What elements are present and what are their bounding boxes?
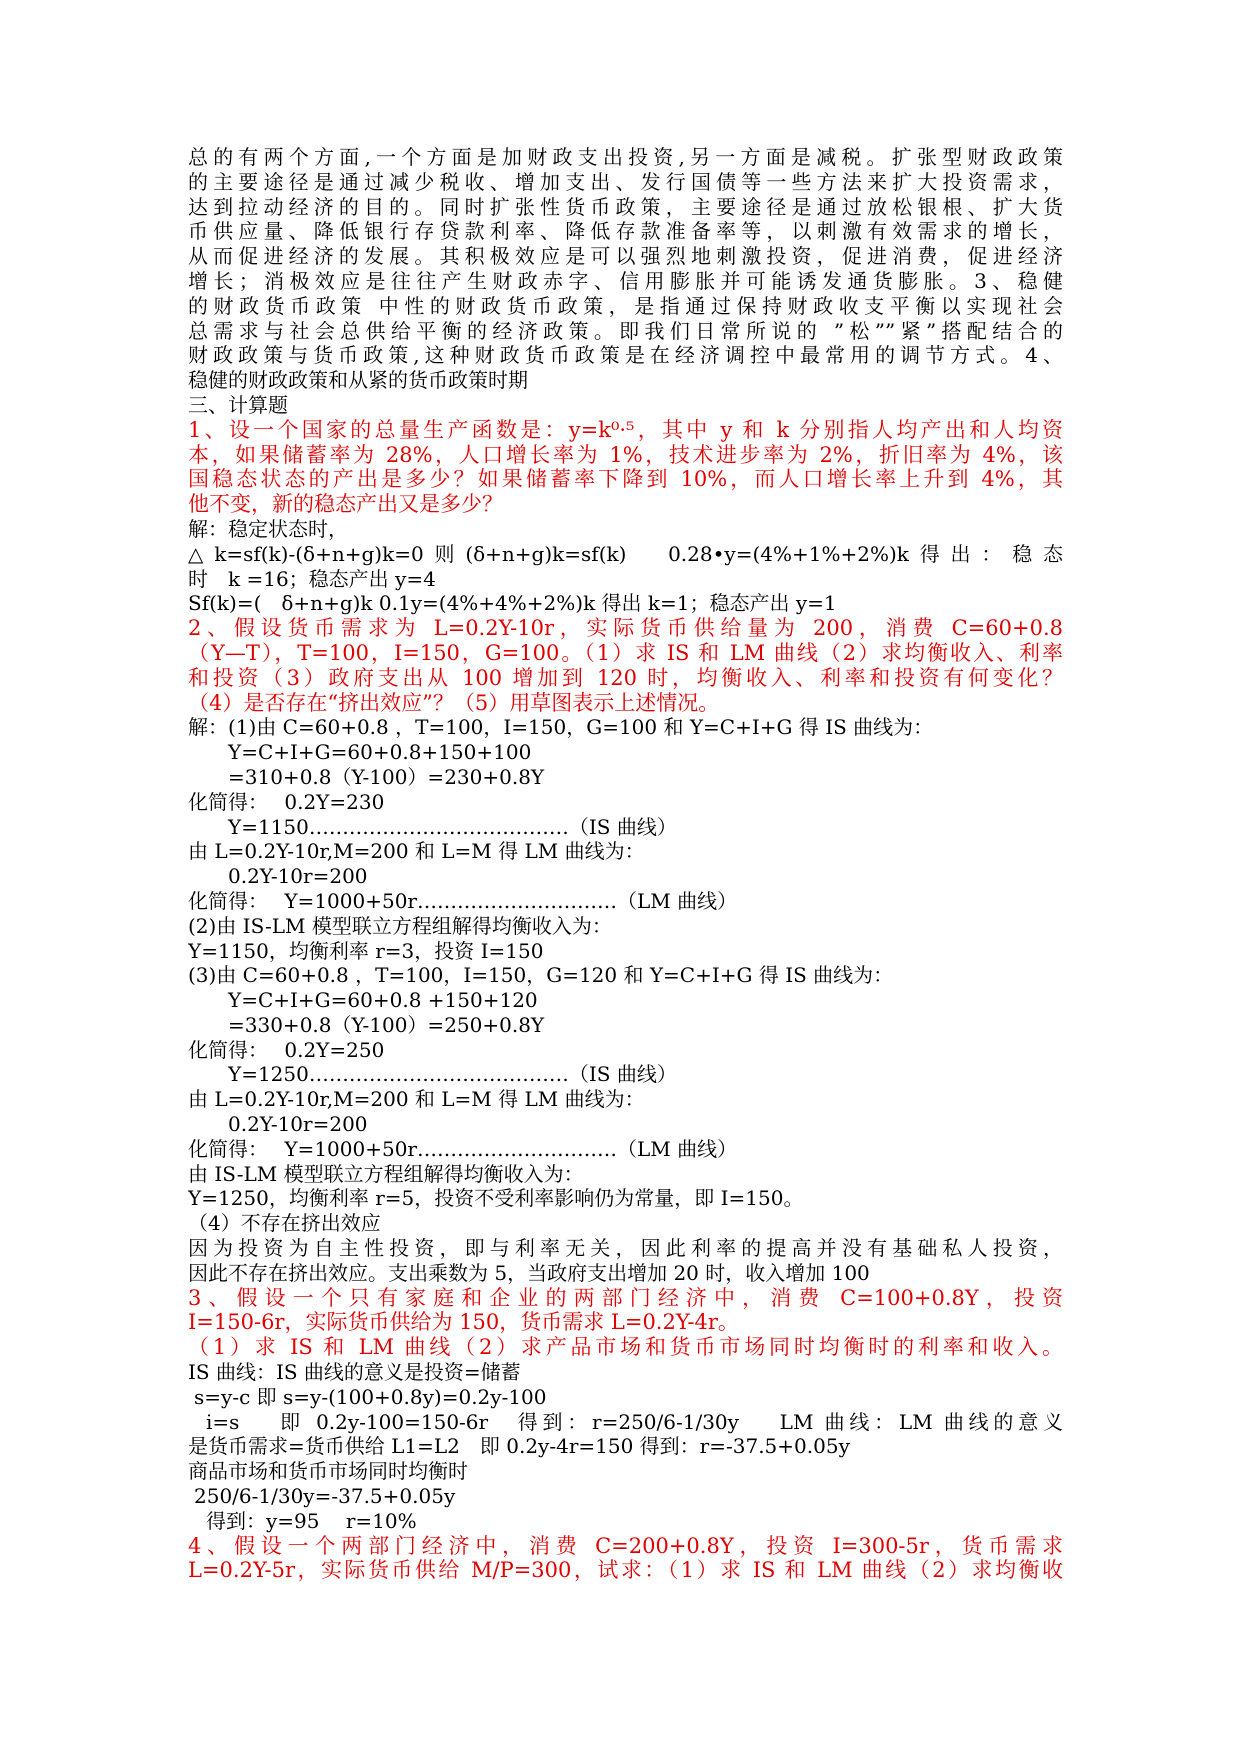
text-line: (3)由 C=60+0.8 ，T=100，I=150，G=120 和 Y=C+I+G 得 IS 曲线为： xyxy=(188,963,894,988)
text-line: i=s 即 0.2y-100=150-6r 得到：r=250/6-1/30y LM 曲线：LM 曲线的意义 xyxy=(206,1409,1063,1434)
text-line: 250/6-1/30y=-37.5+0.05y xyxy=(194,1484,456,1509)
text-line: Y=1150…………………………………（IS 曲线） xyxy=(228,814,677,839)
question-line: 1、设一个国家的总量生产函数是：y=k⁰·⁵，其中 y 和 k 分别指人均产出和人均资 xyxy=(188,417,1063,442)
question-line: 2、假设货币需求为 L=0.2Y-10r，实际货币供给量为 200，消费 C=60+0.8 xyxy=(188,616,1063,641)
text-line: △k=sf(k)-(δ+n+g)k=0则(δ+n+g)k=sf(k) 0.28•y=(4%+1%+2%)k得出：稳态 xyxy=(188,541,1063,566)
text-line: （4）不存在挤出效应 xyxy=(188,1211,381,1236)
text-line: 币供应量、降低银行存贷款利率、降低存款准备率等，以刺激有效需求的增长， xyxy=(188,219,1063,244)
text-line: 的财政货币政策 中性的财政货币政策，是指通过保持财政收支平衡以实现社会 xyxy=(188,293,1063,318)
question-line: 他不变，新的稳态产出又是多少？ xyxy=(188,492,503,517)
text-line: s=y-c 即 s=y-(100+0.8y)=0.2y-100 xyxy=(194,1384,547,1409)
text-line: 解：稳定状态时， xyxy=(188,516,348,541)
text-line: Y=C+I+G=60+0.8 +150+120 xyxy=(228,988,538,1013)
text-line: 从而促进经济的发展。其积极效应是可以强烈地刺激投资，促进消费，促进经济 xyxy=(188,244,1063,269)
text-line: 总的有两个方面,一个方面是加财政支出投资,另一方面是减税。扩张型财政政策 xyxy=(188,145,1063,169)
question-line: I=150-6r，实际货币供给为 150，货币需求 L=0.2Y-4r。 xyxy=(188,1310,739,1335)
text-line: 化简得： 0.2Y=250 xyxy=(188,1037,385,1062)
text-line: 财政政策与货币政策,这种财政货币政策是在经济调控中最常用的调节方式。4、 xyxy=(188,343,1063,368)
text-line: IS 曲线：IS 曲线的意义是投资=储蓄 xyxy=(188,1360,521,1385)
text-line: 商品市场和货币市场同时均衡时 xyxy=(188,1459,468,1484)
question-line: 本，如果储蓄率为 28%，人口增长率为 1%，技术进步率为 2%，折旧率为 4%，该 xyxy=(188,442,1063,467)
text-line: Y=C+I+G=60+0.8+150+100 xyxy=(228,740,532,765)
question-line: （Y—T），T=100，I=150，G=100。（1）求 IS 和 LM 曲线（2）求均衡收入、利率 xyxy=(188,640,1063,665)
text-line: Y=1150，均衡利率 r=3，投资 I=150 xyxy=(188,938,544,963)
text-line: 总需求与社会总供给平衡的经济政策。即我们日常所说的 ”松””紧”搭配结合的 xyxy=(188,318,1063,343)
question-line: 国稳态状态的产出是多少？如果储蓄率下降到 10%，而人口增长率上升到 4%，其 xyxy=(188,467,1063,492)
text-line: 稳健的财政政策和从紧的货币政策时期 xyxy=(188,368,528,393)
question-line: L=0.2Y-5r，实际货币供给 M/P=300，试求：（1）求 IS 和 LM 曲线（2）求均衡收 xyxy=(188,1558,1063,1583)
question-line: （1）求 IS 和 LM 曲线（2）求产品市场和货币市场同时均衡时的利率和收入。 xyxy=(188,1335,1063,1360)
text-line: 0.2Y-10r=200 xyxy=(228,1112,368,1137)
text-line: Sf(k)=( δ+n+g)k 0.1y=(4%+4%+2%)k 得出 k=1；稳态产出 y=1 xyxy=(188,591,837,616)
text-line: 解：(1)由 C=60+0.8 ，T=100，I=150，G=100 和 Y=C+I+G 得 IS 曲线为： xyxy=(188,715,934,740)
text-line: 时 k =16；稳态产出 y=4 xyxy=(188,566,436,591)
text-line: 化简得： 0.2Y=230 xyxy=(188,789,385,814)
question-line: 3、假设一个只有家庭和企业的两部门经济中，消费 C=100+0.8Y，投资 xyxy=(188,1285,1063,1310)
text-line: 的主要途径是通过减少税收、增加支出、发行国债等一些方法来扩大投资需求， xyxy=(188,169,1063,194)
text-line: =330+0.8（Y-100）=250+0.8Y xyxy=(228,1012,545,1037)
question-line: 4、假设一个两部门经济中，消费 C=200+0.8Y，投资 I=300-5r，货币需求 xyxy=(188,1533,1063,1558)
question-line: 和投资（3）政府支出从 100 增加到 120 时，均衡收入、利率和投资有何变化？ xyxy=(188,665,1063,690)
text-line: 三、计算题 xyxy=(188,392,288,417)
text-line: 增长；消极效应是往往产生财政赤字、信用膨胀并可能诱发通货膨胀。3、稳健 xyxy=(188,268,1063,293)
question-line: （4）是否存在“挤出效应”？（5）用草图表示上述情况。 xyxy=(188,690,720,715)
text-line: (2)由 IS-LM 模型联立方程组解得均衡收入为： xyxy=(188,913,612,938)
text-line: 是货币需求=货币供给 L1=L2 即 0.2y-4r=150 得到：r=-37.5+0.05y xyxy=(188,1434,850,1459)
text-line: 化简得： Y=1000+50r…………………………（LM 曲线） xyxy=(188,1136,738,1161)
body-text xyxy=(188,145,1063,1583)
text-line: 因为投资为自主性投资，即与利率无关，因此利率的提高并没有基础私人投资， xyxy=(188,1236,1063,1261)
text-line: =310+0.8（Y-100）=230+0.8Y xyxy=(228,764,545,789)
text-line: 由 IS-LM 模型联立方程组解得均衡收入为： xyxy=(188,1161,584,1186)
text-line: 达到拉动经济的目的。同时扩张性货币政策，主要途径是通过放松银根、扩大货 xyxy=(188,194,1063,219)
text-line: 0.2Y-10r=200 xyxy=(228,864,368,889)
text-line: 由 L=0.2Y-10r,M=200 和 L=M 得 LM 曲线为： xyxy=(188,1087,645,1112)
text-line: Y=1250…………………………………（IS 曲线） xyxy=(228,1062,677,1087)
text-line: 化简得： Y=1000+50r…………………………（LM 曲线） xyxy=(188,888,738,913)
text-line: 得到：y=95 r=10% xyxy=(206,1508,417,1533)
text-line: Y=1250，均衡利率 r=5，投资不受利率影响仍为常量，即 I=150。 xyxy=(188,1186,804,1211)
text-line: 由 L=0.2Y-10r,M=200 和 L=M 得 LM 曲线为： xyxy=(188,839,645,864)
text-line: 因此不存在挤出效应。支出乘数为 5，当政府支出增加 20 时，收入增加 100 xyxy=(188,1260,870,1285)
